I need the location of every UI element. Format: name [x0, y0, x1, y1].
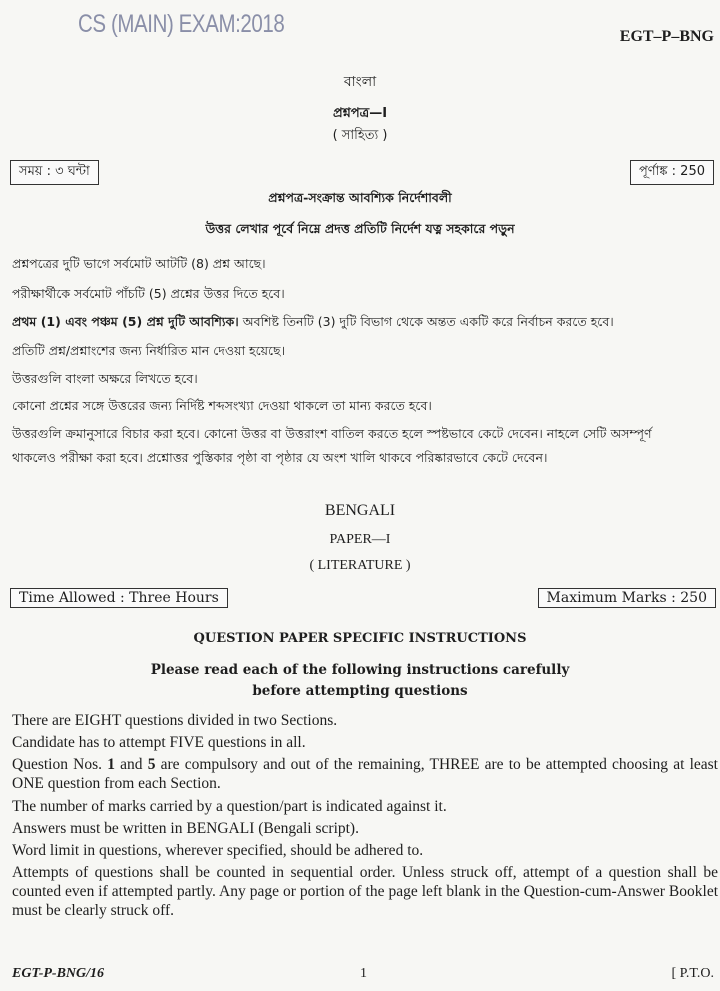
english-line-2: Candidate has to attempt FIVE questions in all.	[12, 734, 306, 751]
bengali-line-6: কোনো প্রশ্নের সঙ্গে উত্তরের জন্য নির্দিষ্ট শব্দসংখ্যা দেওয়া থাকলে তা মান্য করতে হবে।	[12, 398, 432, 413]
footer-code: EGT-P-BNG/16	[12, 966, 105, 981]
bengali-instr-heading: প্রশ্নপত্র-সংক্রান্ত আবশ্যিক নির্দেশাবলী	[268, 190, 452, 205]
paper-code: EGT–P–BNG	[619, 28, 714, 45]
bengali-line-8: থাকলেও পরীক্ষা করা হবে। প্রশ্নোত্তর পুস্তিকার পৃষ্ঠা বা পৃষ্ঠার যে অংশ খালি থাকবে পরিষ্কারভাবে কেটে দেবেন।	[12, 450, 548, 465]
footer-pto: [ P.T.O.	[671, 966, 714, 981]
q3-e: are compulsory and out of the remaining, THREE are to be attempted choosing at least ONE question from each Section.	[12, 756, 718, 792]
english-line-3	[12, 755, 718, 793]
footer-page-number: 1	[360, 966, 367, 981]
bengali-compulsory: প্রথম (1) এবং পঞ্চম (5) প্রশ্ন দুটি আবশ্যিক।	[12, 314, 239, 329]
bengali-paper: প্রশ্নপত্র—I	[332, 106, 388, 121]
english-instr-heading: QUESTION PAPER SPECIFIC INSTRUCTIONS	[193, 631, 527, 646]
english-line-4: The number of marks carried by a question/part is indicated against it.	[12, 798, 447, 815]
bengali-subject: ( সাহিত্য )	[332, 128, 388, 143]
english-time-box: Time Allowed : Three Hours	[10, 588, 228, 608]
exam-stamp: CS (MAIN) EXAM:2018	[78, 10, 285, 38]
english-line-1: There are EIGHT questions divided in two Sections.	[12, 712, 338, 729]
bengali-line-1: প্রশ্নপত্রের দুটি ভাগে সর্বমোট আটটি (8) প্রশ্ন আছে।	[12, 256, 266, 271]
english-instr-sub-2: before attempting questions	[252, 683, 468, 699]
bengali-remaining: অবশিষ্ট তিনটি (3) দুটি বিভাগ থেকে অন্তত একটি করে নির্বাচন করতে হবে।	[242, 314, 614, 329]
english-line-7: Attempts of questions shall be counted in sequential order. Unless struck off, attempt of a question shall be counted even if attempted partly. Any page or portion of the page left blank in the Question-cum-Answer Booklet must be clearly struck off.	[12, 864, 718, 919]
bengali-title: বাংলা	[343, 74, 377, 90]
english-line-6: Word limit in questions, wherever specified, should be adhered to.	[12, 842, 424, 859]
english-subject: ( LITERATURE )	[309, 558, 411, 573]
bengali-instr-sub: উত্তর লেখার পূর্বে নিম্নে প্রদত্ত প্রতিটি নির্দেশ যত্ন সহকারে পড়ুন	[205, 221, 515, 236]
q3-num-1: 1	[107, 756, 115, 773]
english-title: BENGALI	[324, 502, 396, 519]
bengali-marks-box: পূর্ণাঙ্ক : 250	[630, 160, 714, 185]
q3-c: and	[114, 756, 148, 773]
english-paper: PAPER—I	[329, 532, 391, 547]
bengali-line-4: প্রতিটি প্রশ্ন/প্রশ্নাংশের জন্য নির্ধারিত মান দেওয়া হয়েছে।	[12, 343, 286, 358]
bengali-line-3	[12, 312, 712, 332]
english-instr-sub-1: Please read each of the following instructions carefully	[150, 662, 570, 678]
bengali-time-box: সময় : ৩ ঘন্টা	[10, 160, 99, 185]
bengali-line-2: পরীক্ষার্থীকে সর্বমোট পাঁচটি (5) প্রশ্নের উত্তর দিতে হবে।	[12, 286, 285, 301]
bengali-line-7: উত্তরগুলি ক্রমানুসারে বিচার করা হবে। কোনো উত্তর বা উত্তরাংশ বাতিল করতে হলে স্পষ্টভাবে কেটে দেবেন। নাহলে সেটি অসম্পূর্ণ	[12, 426, 652, 441]
english-marks-box: Maximum Marks : 250	[538, 588, 716, 608]
q3-a: Question Nos.	[12, 756, 108, 773]
bengali-line-5: উত্তরগুলি বাংলা অক্ষরে লিখতে হবে।	[12, 371, 198, 386]
english-line-5: Answers must be written in BENGALI (Bengali script).	[12, 820, 359, 837]
q3-num-5: 5	[147, 756, 156, 773]
